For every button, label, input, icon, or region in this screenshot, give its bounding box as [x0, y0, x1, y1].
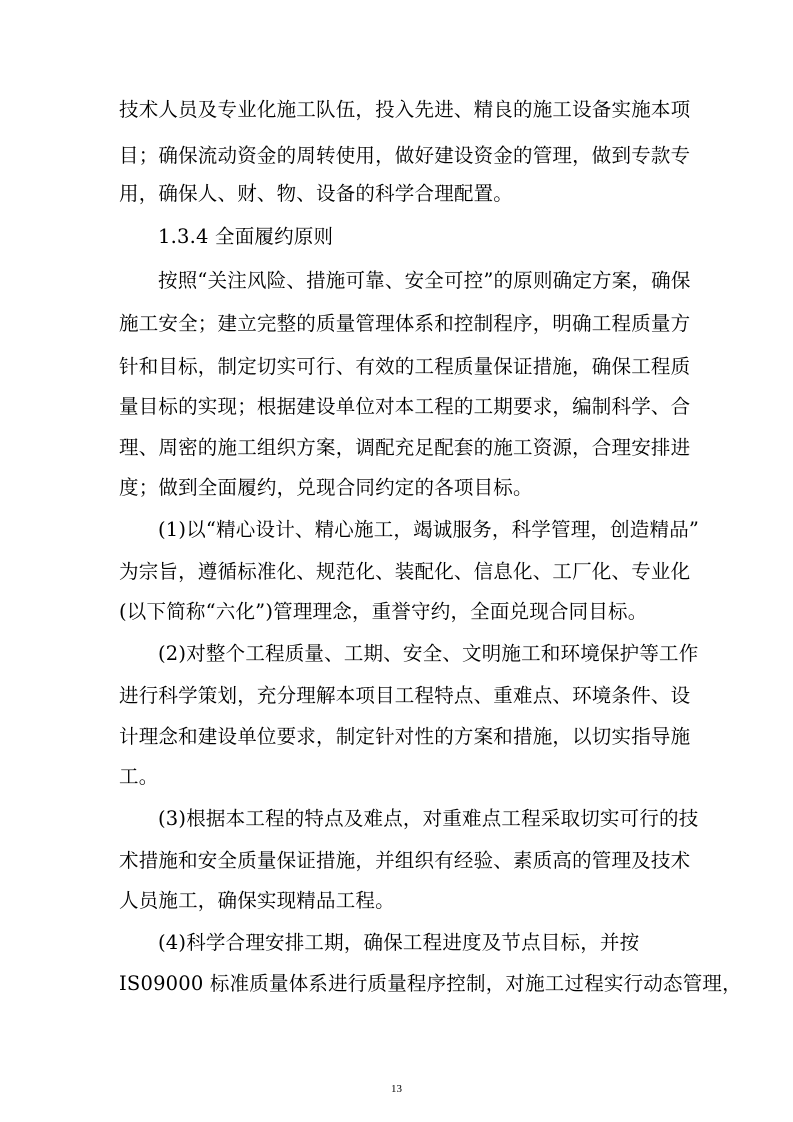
paragraph-line-7: 针和目标，制定切实可行、有效的工程质量保证措施，确保工程质	[119, 355, 691, 378]
paragraph-line-12: 为宗旨，遵循标准化、规范化、装配化、信息化、工厂化、专业化	[119, 560, 691, 583]
paragraph-line-20: 人员施工，确保实现精品工程。	[119, 889, 395, 912]
paragraph-line-21: (4)科学合理安排工期，确保工程进度及节点目标，并按	[158, 931, 640, 954]
paragraph-line-15: 进行科学策划，充分理解本项目工程特点、重难点、环境条件、设	[119, 684, 691, 707]
paragraph-line-13: (以下简称“六化”)管理理念，重誉守约，全面兑现合同目标。	[119, 600, 648, 623]
paragraph-line-18: (3)根据本工程的特点及难点，对重难点工程采取切实可行的技	[158, 807, 699, 830]
page-number: 13	[391, 1083, 402, 1095]
section-heading-1-3-4: 1.3.4 全面履约原则	[158, 225, 334, 248]
paragraph-line-6: 施工安全；建立完整的质量管理体系和控制程序，明确工程质量方	[119, 312, 691, 335]
paragraph-line-9: 理、周密的施工组织方案，调配充足配套的施工资源，合理安排进	[119, 436, 691, 459]
paragraph-line-1: 技术人员及专业化施工队伍，投入先进、精良的施工设备实施本项	[119, 98, 691, 121]
paragraph-line-14: (2)对整个工程质量、工期、安全、文明施工和环境保护等工作	[158, 642, 699, 665]
paragraph-line-11: (1)以“精心设计、精心施工，竭诚服务，科学管理，创造精品”	[158, 518, 700, 541]
paragraph-line-5: 按照“关注风险、措施可靠、安全可控”的原则确定方案，确保	[158, 269, 691, 292]
paragraph-line-16: 计理念和建设单位要求，制定针对性的方案和措施，以切实指导施	[119, 725, 691, 748]
paragraph-line-2: 目；确保流动资金的周转使用，做好建设资金的管理，做到专款专	[119, 144, 691, 167]
paragraph-line-8: 量目标的实现；根据建设单位对本工程的工期要求，编制科学、合	[119, 395, 691, 418]
paragraph-line-10: 度；做到全面履约，兑现合同约定的各项目标。	[119, 476, 533, 499]
paragraph-line-22: IS09000 标准质量体系进行质量程序控制，对施工过程实行动态管理，	[119, 972, 742, 995]
paragraph-line-3: 用，确保人、财、物、设备的科学合理配置。	[119, 182, 514, 205]
paragraph-line-19: 术措施和安全质量保证措施，并组织有经验、素质高的管理及技术	[119, 849, 691, 872]
paragraph-line-17: 工。	[119, 765, 159, 788]
